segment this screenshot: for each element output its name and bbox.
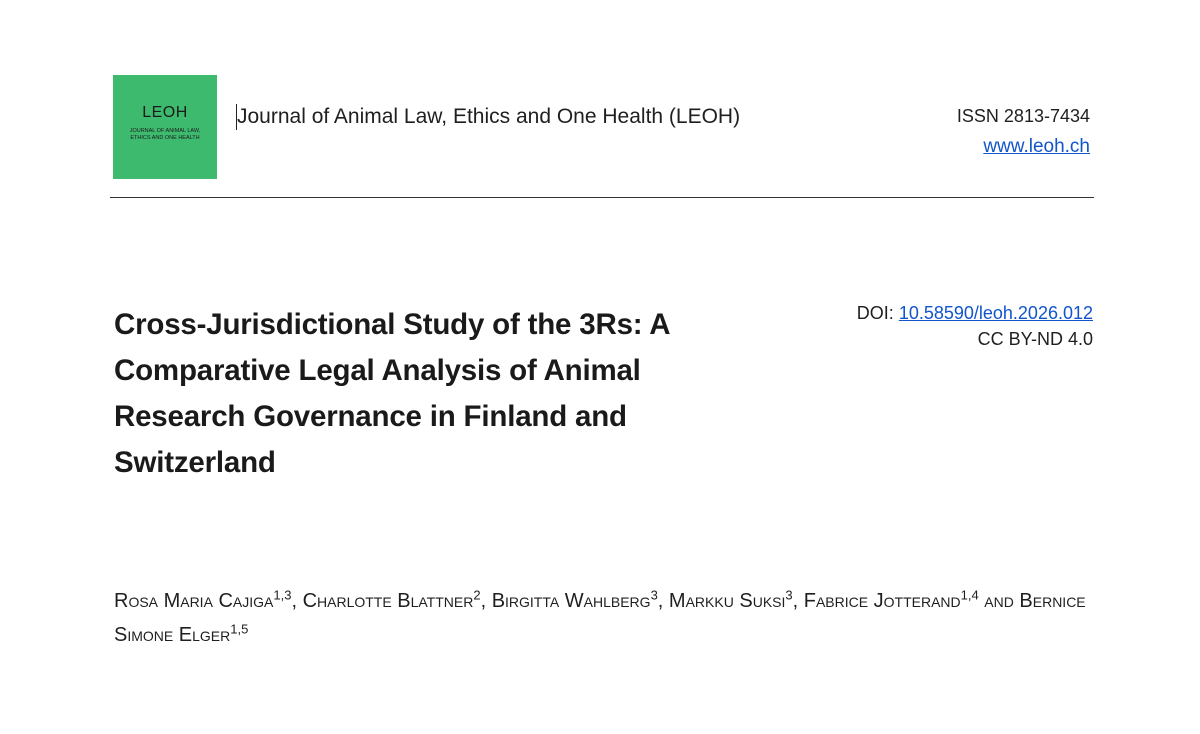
author-affiliation: 1,5 [230,621,249,637]
article-title: Cross-Jurisdictional Study of the 3Rs: A Comparative Legal Analysis of Animal Research Governance in Finland and Switzerland [114,308,670,479]
author-separator: , [480,590,492,612]
author-name: Markku Suksi [668,590,786,612]
journal-title: Journal of Animal Law, Ethics and One Health (LEOH) [237,105,741,128]
author-name: Rosa Maria Cajiga [114,590,274,612]
website-link[interactable]: www.leoh.ch [983,136,1090,157]
author-separator: , [657,590,669,612]
issn: ISSN 2813-7434 [956,106,1090,126]
doi-line [857,301,1093,325]
author-affiliation: 2 [473,587,481,603]
author-name: Birgitta Wahlberg [491,590,651,612]
doi-label: DOI: [856,303,894,323]
author-affiliation: 1,3 [273,587,292,603]
doi-link[interactable]: 10.58590/leoh.2026.012 [898,303,1093,323]
author-affiliation: 3 [785,587,793,603]
author-separator: , [291,590,303,612]
license: CC BY-ND 4.0 [977,329,1093,349]
author-separator: and [978,590,1020,612]
author-name: Fabrice Jotterand [803,590,961,612]
author-separator: , [792,590,804,612]
logo-wordmark: LEOH [142,104,188,121]
author-name: Bernice Simone Elger [114,590,1086,646]
author-list [114,584,1104,652]
logo-subtitle: JOURNAL OF ANIMAL LAW, ETHICS AND ONE HEALTH [129,128,201,141]
author-affiliation: 3 [650,587,658,603]
journal-logo [113,75,217,179]
header-divider [110,197,1094,198]
author-affiliation: 1,4 [960,587,979,603]
author-name: Charlotte Blattner [302,590,474,612]
